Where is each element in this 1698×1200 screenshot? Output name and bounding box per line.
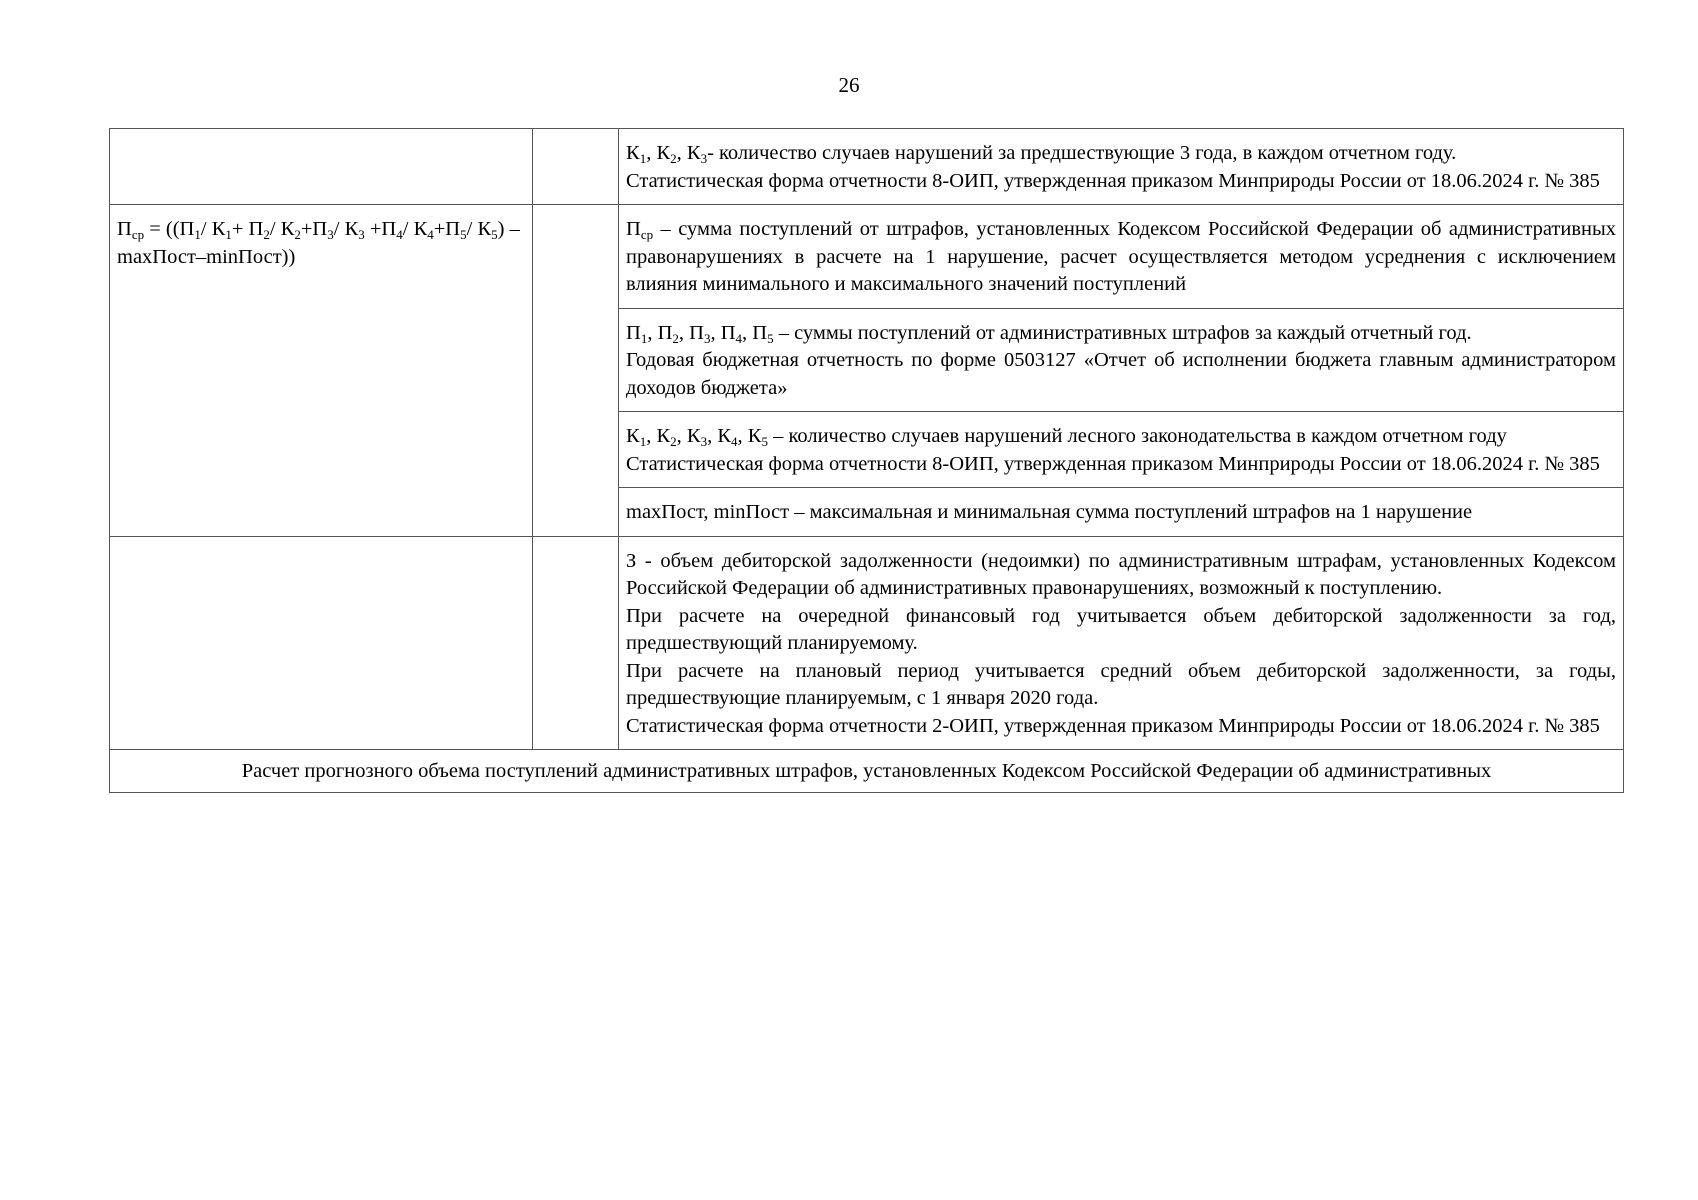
description-cell: [619, 129, 1624, 205]
description-line: $П_{ср}$ – сумма поступлений от штрафов, установленных Кодексом Российской Федерации об административных правонарушениях в расчете на 1 нарушение, расчет осуществляется методом усреднения с исключением влияния минимального и максимального значений поступлений: [626, 218, 1616, 295]
table-row: [110, 205, 1624, 309]
description-line: Статистическая форма отчетности 2-ОИП, утвержденная приказом Минприроды России от 18.06.2024 г. № 385: [626, 714, 1600, 737]
description-cell: [619, 205, 1624, 309]
table-row: [110, 750, 1624, 793]
description-cell: [619, 488, 1624, 537]
blank-cell: [533, 205, 619, 537]
description-line: Статистическая форма отчетности 8-ОИП, утвержденная приказом Минприроды России от 18.06.2024 г. № 385: [626, 452, 1600, 475]
blank-cell: [533, 129, 619, 205]
table-row: [110, 129, 1624, 205]
description-line: Статистическая форма отчетности 8-ОИП, утвержденная приказом Минприроды России от 18.06.2024 г. № 385: [626, 169, 1600, 192]
section-heading: Расчет прогнозного объема поступлений административных штрафов, установленных Кодексом Российской Федерации об административных: [110, 750, 1624, 793]
description-line: $П_1$, $П_2$, $П_3$, $П_4$, $П_5$ – суммы поступлений от административных штрафов за каждый отчетный год.: [626, 321, 1472, 346]
description-line: maxПост, minПост – максимальная и минимальная сумма поступлений штрафов на 1 нарушение: [626, 501, 1473, 523]
description-line: $К_1$, $К_2$, $К_3-$ количество случаев нарушений за предшествующие 3 года, в каждом отчетном году.: [626, 142, 1457, 166]
formula-cell: $П_{ср} = ((П_1/$ $К_1+ П_2/$ $К_2+П_3/$ $К_3 +П_4/$ $К_4+П_5/$ $К_5$) – maxПост–minПост)): [110, 205, 533, 537]
description-line: З - объем дебиторской задолженности (недоимки) по административным штрафам, установленных Кодексом Российской Федерации об административных правонарушениях, возможный к поступлению.: [626, 549, 1616, 599]
description-line: При расчете на плановый период учитывается средний объем дебиторской задолженности, за годы, предшествующие планируемым, с 1 января 2020 года.: [626, 659, 1616, 709]
formula-cell: [110, 536, 533, 750]
description-cell: [619, 536, 1624, 750]
table-row: [110, 536, 1624, 750]
calculation-table: [109, 128, 1624, 793]
page-number: 26: [838, 73, 860, 97]
description-cell: [619, 308, 1624, 412]
description-cell: [619, 412, 1624, 488]
description-line: $К_1$, $К_2$, $К_3$, $К_4$, $К_5$ – количество случаев нарушений лесного законодательства в каждом отчетном году: [626, 425, 1507, 449]
blank-cell: [533, 536, 619, 750]
description-line: При расчете на очередной финансовый год учитывается объем дебиторской задолженности за год, предшествующий планируемому.: [626, 604, 1616, 654]
description-line: Годовая бюджетная отчетность по форме 0503127 «Отчет об исполнении бюджета главным администратором доходов бюджета»: [626, 349, 1616, 399]
formula-cell: [110, 129, 533, 205]
